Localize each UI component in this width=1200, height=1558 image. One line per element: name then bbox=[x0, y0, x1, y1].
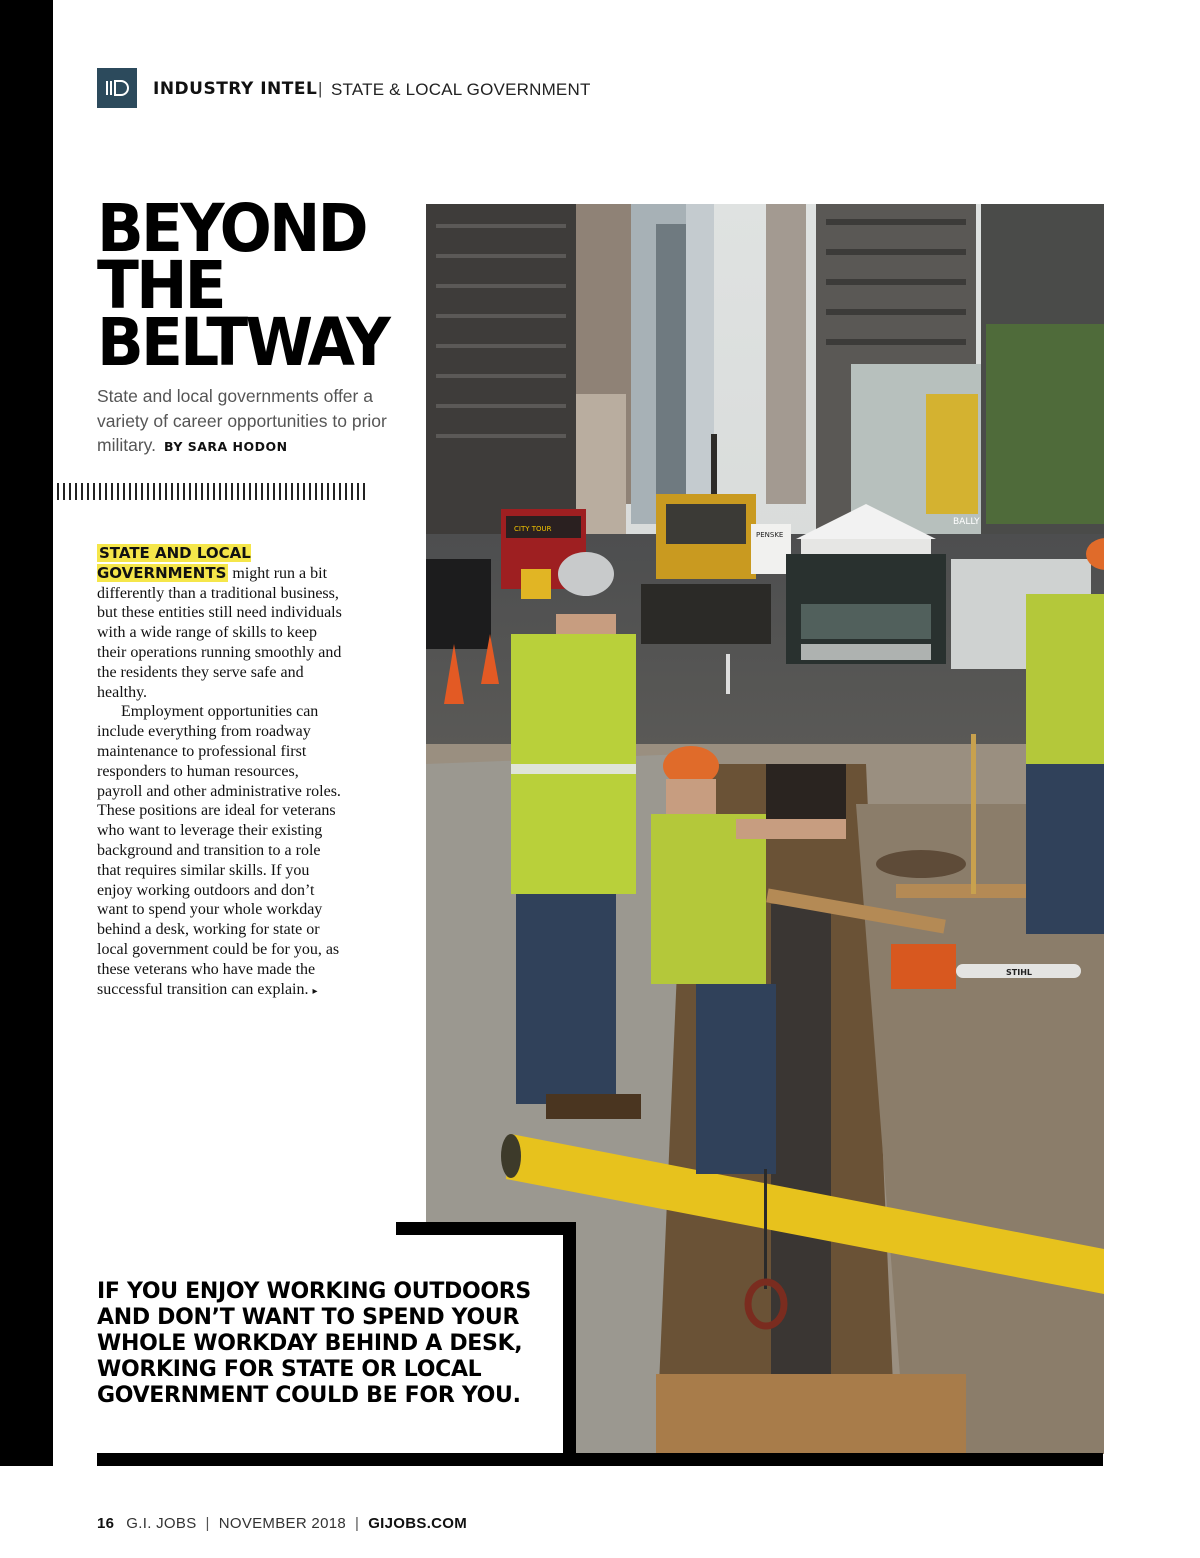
saw-sign: STIHL bbox=[1006, 968, 1032, 977]
footer-site-link[interactable]: GIJOBS.COM bbox=[368, 1515, 468, 1532]
truck-sign: PENSKE bbox=[756, 531, 784, 539]
article-title: BEYOND THE BELTWAY bbox=[97, 190, 389, 381]
dek-text: State and local governments offer a variety of career opportunities to prior military. bbox=[97, 386, 387, 455]
para2-text: Employment opportunities can include everything from roadway maintenance to professional first responders to human resources, payroll and other administrative roles. These positions are ideal for veterans who want to leverage their existing background and transition to a role that requires similar skills. If you enjoy working outdoors and don’t want to spend your whole workday behind a desk, working for state or local government could be for you, as these veterans who have made the successful transition can explain. bbox=[97, 703, 341, 998]
article-body bbox=[97, 544, 345, 1001]
pull-quote-frame-bottom bbox=[97, 1453, 1103, 1466]
footer-issue: NOVEMBER 2018 bbox=[218, 1515, 347, 1532]
section-logo bbox=[97, 68, 137, 108]
page-edge-bar bbox=[0, 0, 53, 1466]
header-section-name: INDUSTRY INTEL bbox=[153, 79, 318, 99]
decorative-tick-rule bbox=[57, 483, 369, 500]
page-number: 16 bbox=[97, 1515, 115, 1532]
section-logo-icon bbox=[97, 68, 137, 108]
header-separator: | bbox=[318, 79, 323, 98]
header-topic: STATE & LOCAL GOVERNMENT bbox=[331, 80, 591, 99]
pull-quote: IF YOU ENJOY WORKING OUTDOORS AND DON’T WANT TO SPEND YOUR WHOLE WORKDAY BEHIND A DESK, WORKING FOR STATE OR LOCAL GOVERNMENT COULD BE FOR YOU. bbox=[97, 1279, 531, 1408]
lead-in: STATE AND LOCAL GOVERNMENTS bbox=[97, 544, 251, 582]
store-sign: BALLY bbox=[953, 517, 980, 527]
footer-magazine: G.I. JOBS bbox=[126, 1515, 197, 1532]
end-mark-icon: ▸ bbox=[312, 985, 318, 997]
footer-separator: | bbox=[205, 1515, 210, 1532]
byline: BY SARA HODON bbox=[163, 439, 288, 454]
body-paragraph-1 bbox=[97, 544, 345, 702]
body-paragraph-2 bbox=[97, 702, 345, 1001]
bus-sign: CITY TOUR bbox=[514, 525, 552, 533]
pull-quote-frame-right bbox=[563, 1222, 576, 1464]
pull-quote-frame-top bbox=[396, 1222, 576, 1235]
para1-text: might run a bit differently than a traditional business, but these entities still need individuals with a wide range of skills to keep their operations running smoothly and the residents they serve safe and healthy. bbox=[97, 564, 342, 701]
footer-separator: | bbox=[355, 1515, 360, 1532]
page-footer bbox=[97, 1515, 467, 1532]
article-dek bbox=[97, 384, 387, 460]
